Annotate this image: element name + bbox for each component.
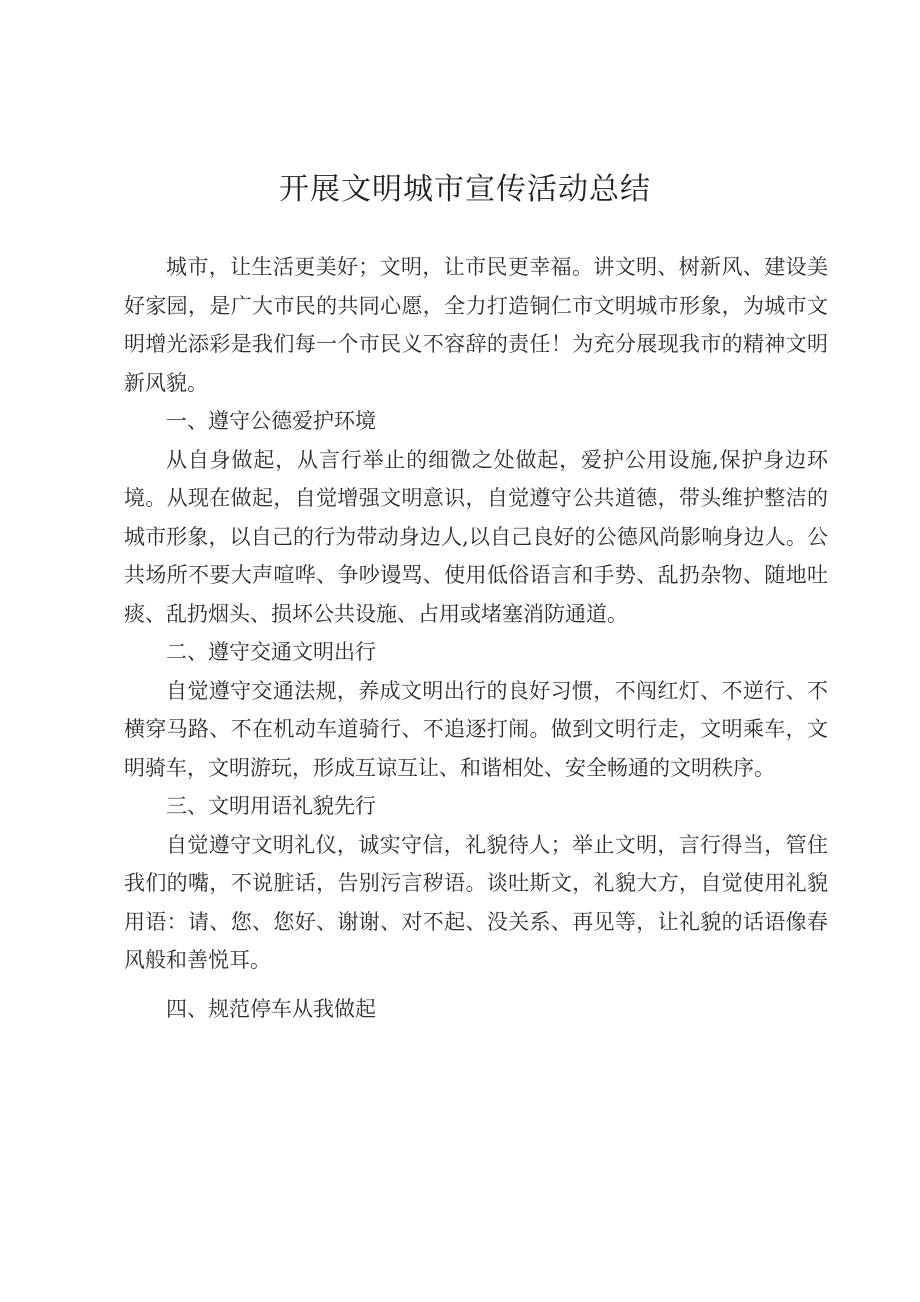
section-paragraph-2: 自觉遵守交通法规，养成文明出行的良好习惯，不闯红灯、不逆行、不横穿马路、不在机动车道骑行、不追逐打闹。做到文明行走，文明乘车，文明骑车，文明游玩，形成互谅互让、和谐相处、安全畅通的文明秩序。 bbox=[124, 678, 828, 780]
section-paragraph-1: 从自身做起，从言行举止的细微之处做起，爱护公用设施,保护身边环境。从现在做起，自觉增强文明意识，自觉遵守公共道德，带头维护整洁的城市形象，以自己的行为带动身边人,以自己良好的公德风尚影响身边人。公共场所不要大声喧哗、争吵谩骂、使用低俗语言和手势、乱扔杂物、随地吐痰、乱扔烟头、损坏公共设施、占用或堵塞消防通道。 bbox=[124, 447, 828, 626]
section-heading-2: 二、遵守交通文明出行 bbox=[166, 640, 376, 664]
section-heading-1: 一、遵守公德爱护环境 bbox=[166, 409, 376, 433]
section-heading-4: 四、规范停车从我做起 bbox=[166, 996, 376, 1021]
intro-paragraph: 城市，让生活更美好；文明，让市民更幸福。讲文明、树新风、建设美好家园，是广大市民的共同心愿，全力打造铜仁市文明城市形象，为城市文明增光添彩是我们每一个市民义不容辞的责任！为充分展现我市的精神文明新风貌。 bbox=[124, 255, 828, 395]
document-title: 开展文明城市宣传活动总结 bbox=[279, 172, 651, 207]
section-heading-3: 三、文明用语礼貌先行 bbox=[166, 794, 376, 818]
section-paragraph-3: 自觉遵守文明礼仪，诚实守信，礼貌待人；举止文明，言行得当，管住我们的嘴，不说脏话，告别污言秽语。谈吐斯文，礼貌大方，自觉使用礼貌用语：请、您、您好、谢谢、对不起、没关系、再见等，让礼貌的话语像春风般和善悦耳。 bbox=[124, 832, 828, 972]
document-body bbox=[124, 248, 828, 1028]
